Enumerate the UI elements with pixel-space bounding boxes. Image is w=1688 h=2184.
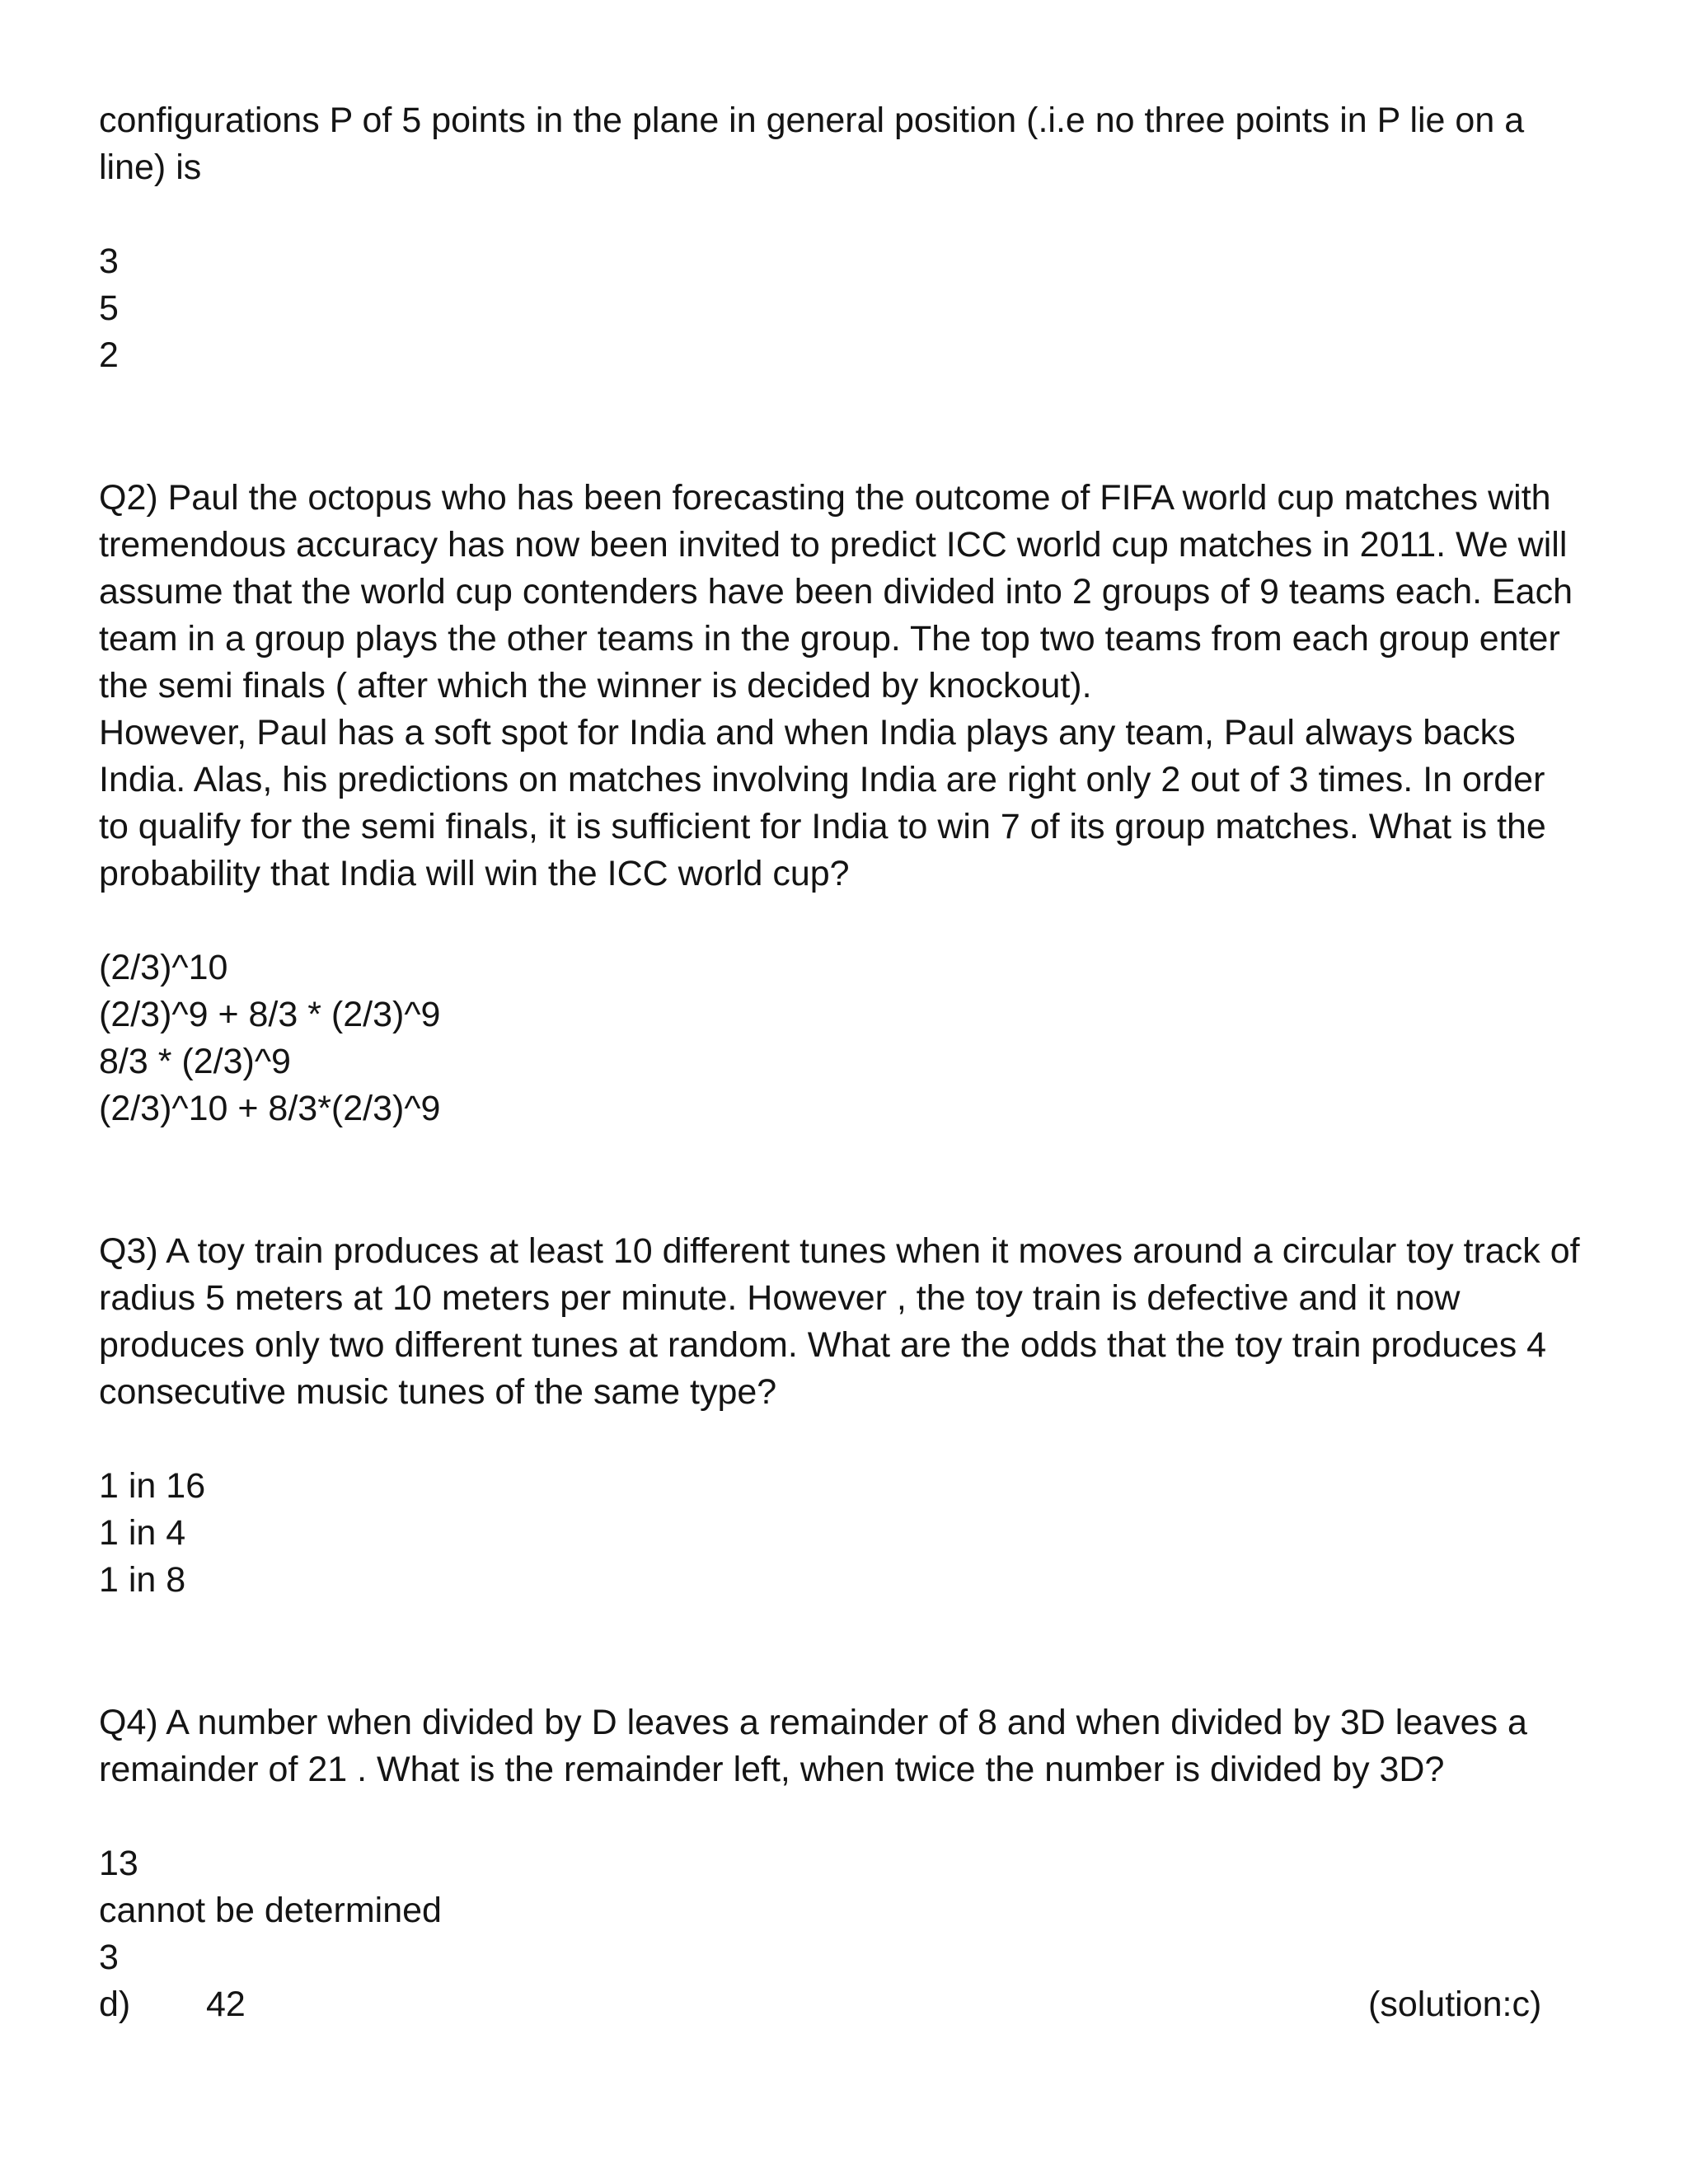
spacer	[99, 898, 1582, 944]
spacer	[99, 1132, 1582, 1228]
q4-option-d-label: d)	[99, 1985, 131, 2024]
q2-option-b: (2/3)^9 + 8/3 * (2/3)^9	[99, 995, 441, 1034]
q4-option-d-row	[99, 1981, 1582, 2028]
q4-solution: (solution:c)	[1368, 1985, 1542, 2024]
q1-option-a: 3	[99, 241, 119, 281]
q3-option-a: 1 in 16	[99, 1466, 206, 1506]
spacer	[99, 1416, 1582, 1463]
q3-option-b: 1 in 4	[99, 1513, 186, 1553]
q2-option-d: (2/3)^10 + 8/3*(2/3)^9	[99, 1089, 441, 1128]
q4-option-c: 3	[99, 1938, 119, 1977]
q1-option-c: 2	[99, 335, 119, 375]
document-page	[99, 97, 1582, 2028]
spacer	[99, 1793, 1582, 1840]
q3-text: Q3) A toy train produces at least 10 different tunes when it moves around a circular toy track of radius 5 meters at 10 meters per minute. However , the toy train is defective and it now produces only two different tunes at random. What are the odds that the toy train produces 4 consecutive music tunes of the same type?	[99, 1231, 1580, 1412]
spacer	[99, 1604, 1582, 1699]
q1-options	[99, 238, 1582, 379]
spacer	[99, 379, 1582, 475]
q1-option-b: 5	[99, 288, 119, 328]
q3-option-c: 1 in 8	[99, 1560, 186, 1600]
spacer	[99, 191, 1582, 238]
q3-options	[99, 1463, 1582, 1604]
q2-text-paragraph-2: However, Paul has a soft spot for India and when India plays any team, Paul always backs India. Alas, his predictions on matches involving India are right only 2 out of 3 times. In order to qualify for the semi finals, it is sufficient for India to win 7 of its group matches. What is the probability that India will win the ICC world cup?	[99, 713, 1546, 893]
q1-text: configurations P of 5 points in the plane in general position (.i.e no three points in P lie on a line) is	[99, 101, 1525, 187]
q2-option-c: 8/3 * (2/3)^9	[99, 1042, 291, 1081]
q4-options	[99, 1840, 1582, 1981]
q4-option-b: cannot be determined	[99, 1891, 442, 1930]
q2-option-a: (2/3)^10	[99, 948, 228, 987]
q4-text: Q4) A number when divided by D leaves a remainder of 8 and when divided by 3D leaves a remainder of 21 . What is the remainder left, when twice the number is divided by 3D?	[99, 1703, 1527, 1789]
q4-option-d-value: 42	[206, 1985, 246, 2024]
q2-text-paragraph-1: Q2) Paul the octopus who has been forecasting the outcome of FIFA world cup matches with tremendous accuracy has now been invited to predict ICC world cup matches in 2011. We will assume that the world cup contenders have been divided into 2 groups of 9 teams each. Each team in a group plays the other teams in the group. The top two teams from each group enter the semi finals ( after which the winner is decided by knockout).	[99, 478, 1573, 705]
q2-options	[99, 944, 1582, 1132]
q4-option-a: 13	[99, 1844, 138, 1883]
